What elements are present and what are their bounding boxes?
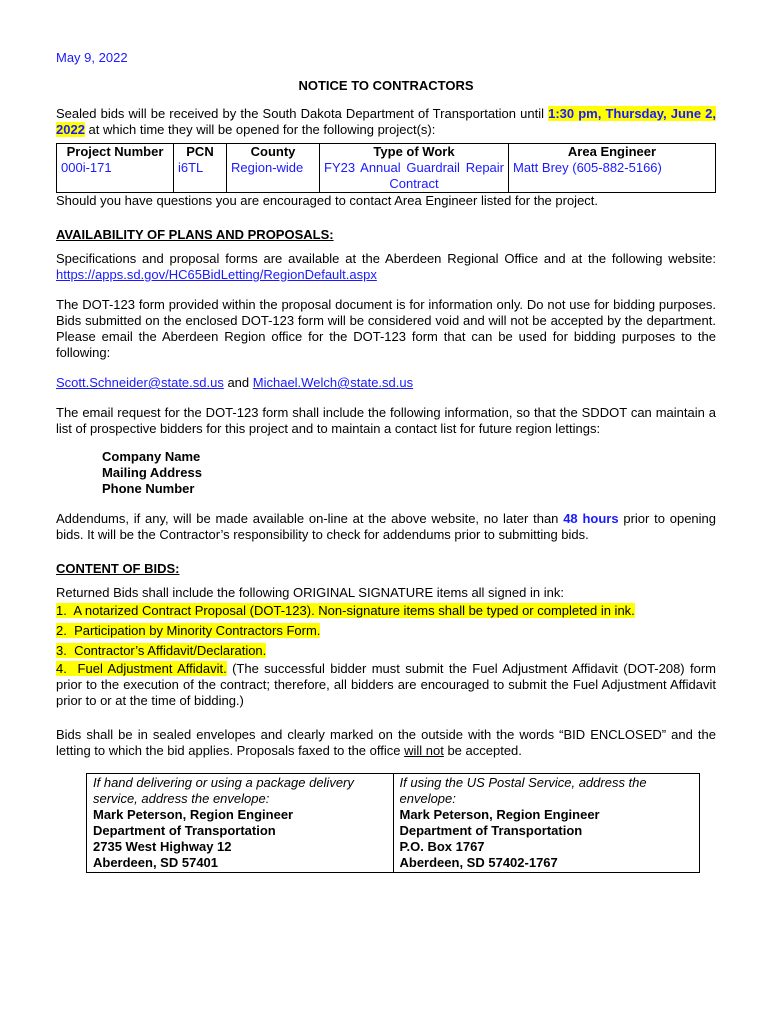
- email-link-welch[interactable]: Michael.Welch@state.sd.us: [252, 375, 414, 390]
- hand-address-line-3: 2735 West Highway 12: [93, 839, 232, 854]
- sealed-text-end: be accepted.: [443, 743, 522, 758]
- contact-field-phone: Phone Number: [102, 481, 195, 496]
- sealed-text: Bids shall be in sealed envelopes and clearly marked on the outside with the words “BID ENCLOSED” and the letting to which the bid applies. Proposals faxed to the office: [56, 727, 716, 758]
- notice-title: NOTICE TO CONTRACTORS: [298, 78, 474, 93]
- addenda-hours: 48 hours: [563, 511, 619, 526]
- email-request-paragraph: The email request for the DOT-123 form shall include the following information, so that the SDDOT can maintain a list of prospective bidders for this project and to maintain a contact list for future region lettings:: [56, 405, 716, 436]
- postal-address-line-1: Mark Peterson, Region Engineer: [399, 807, 600, 822]
- content-heading: CONTENT OF BIDS:: [56, 561, 180, 576]
- addenda-text-end: prior to opening bids. It will be the Contractor’s responsibility to check for addendums prior to submitting bids.: [56, 511, 717, 542]
- hand-delivery-address: [87, 774, 394, 873]
- intro-paragraph: [56, 106, 716, 138]
- cell-project-number: 000i-171: [57, 160, 174, 193]
- contact-field-address: Mailing Address: [102, 465, 202, 480]
- availability-heading: AVAILABILITY OF PLANS AND PROPOSALS:: [56, 227, 334, 242]
- signature-item-3: [56, 641, 716, 661]
- bid-letting-link[interactable]: https://apps.sd.gov/HC65BidLetting/RegionDefault.aspx: [56, 267, 377, 282]
- sealed-paragraph: [56, 727, 716, 759]
- contact-fields-list: [56, 449, 716, 497]
- addenda-paragraph: [56, 511, 716, 543]
- project-table: [56, 143, 716, 193]
- postal-address: [393, 774, 700, 873]
- header-type-of-work: Type of Work: [320, 144, 509, 161]
- intro-text: Sealed bids will be received by the South Dakota Department of Transportation until: [56, 106, 549, 121]
- sealed-will-not: will not: [404, 743, 444, 758]
- postal-address-line-2: Department of Transportation: [399, 823, 583, 838]
- bid-deadline: 1:30 pm, Thursday, June 2, 2022: [56, 106, 717, 137]
- hand-address-line-2: Department of Transportation: [93, 823, 276, 838]
- signature-item-4-rest: (The successful bidder must submit the Fuel Adjustment Affidavit (DOT-208) form prior to the execution of the contract; therefore, all bidders are encouraged to submit the Fuel Adjustment Affidavit prior to or at the time of bidding.): [56, 661, 716, 708]
- signature-item-3-text: 3. Contractor’s Affidavit/Declaration.: [56, 643, 267, 658]
- cell-type-of-work: FY23 Annual Guardrail Repair Contract: [320, 160, 509, 193]
- notice-date: May 9, 2022: [56, 50, 128, 65]
- content-lead: Returned Bids shall include the following ORIGINAL SIGNATURE items all signed in ink:: [56, 585, 564, 600]
- email-line: [56, 375, 716, 391]
- signature-item-1-text: 1. A notarized Contract Proposal (DOT-123). Non-signature items shall be typed or completed in ink.: [56, 603, 635, 618]
- cell-area-engineer: Matt Brey (605-882-5166): [509, 160, 716, 193]
- signature-item-1: [56, 601, 716, 621]
- contact-field-company: Company Name: [102, 449, 201, 464]
- signature-item-2: [56, 621, 716, 641]
- postal-instruction: If using the US Postal Service, address the envelope:: [399, 775, 647, 806]
- header-pcn: PCN: [174, 144, 227, 161]
- specs-text: Specifications and proposal forms are available at the Aberdeen Regional Office and at the following website:: [56, 251, 716, 266]
- header-project-number: Project Number: [57, 144, 174, 161]
- postal-address-line-3: P.O. Box 1767: [399, 839, 485, 854]
- notice-document: [56, 50, 716, 873]
- postal-address-line-4: Aberdeen, SD 57402-1767: [399, 855, 558, 870]
- signature-items-list: [56, 601, 716, 661]
- questions-note: Should you have questions you are encouraged to contact Area Engineer listed for the project.: [56, 193, 599, 208]
- dot-form-paragraph: The DOT-123 form provided within the proposal document is for information only. Do not use for bidding purposes. Bids submitted on the enclosed DOT-123 form will be considered void and will not be accepted by the department. Please email the Aberdeen Region office for the DOT-123 form that can be used for bidding purposes to the following:: [56, 297, 716, 360]
- address-table: [86, 773, 700, 873]
- header-area-engineer: Area Engineer: [509, 144, 716, 161]
- intro-text-end: at which time they will be opened for the following project(s):: [84, 122, 436, 137]
- hand-address-line-1: Mark Peterson, Region Engineer: [93, 807, 294, 822]
- header-county: County: [227, 144, 320, 161]
- cell-county: Region-wide: [227, 160, 320, 193]
- signature-item-4-text: 4. Fuel Adjustment Affidavit.: [56, 661, 227, 676]
- specs-paragraph: [56, 251, 716, 283]
- email-joiner: and: [223, 375, 253, 390]
- hand-address-line-4: Aberdeen, SD 57401: [93, 855, 219, 870]
- project-table-row: [57, 160, 716, 193]
- signature-item-2-text: 2. Participation by Minority Contractors Form.: [56, 623, 321, 638]
- project-table-header: [57, 144, 716, 161]
- email-link-schneider[interactable]: Scott.Schneider@state.sd.us: [56, 375, 224, 390]
- cell-pcn: i6TL: [174, 160, 227, 193]
- hand-delivery-instruction: If hand delivering or using a package delivery service, address the envelope:: [93, 775, 354, 806]
- signature-item-4: [56, 661, 716, 709]
- addenda-text: Addendums, if any, will be made available on-line at the above website, no later than: [56, 511, 564, 526]
